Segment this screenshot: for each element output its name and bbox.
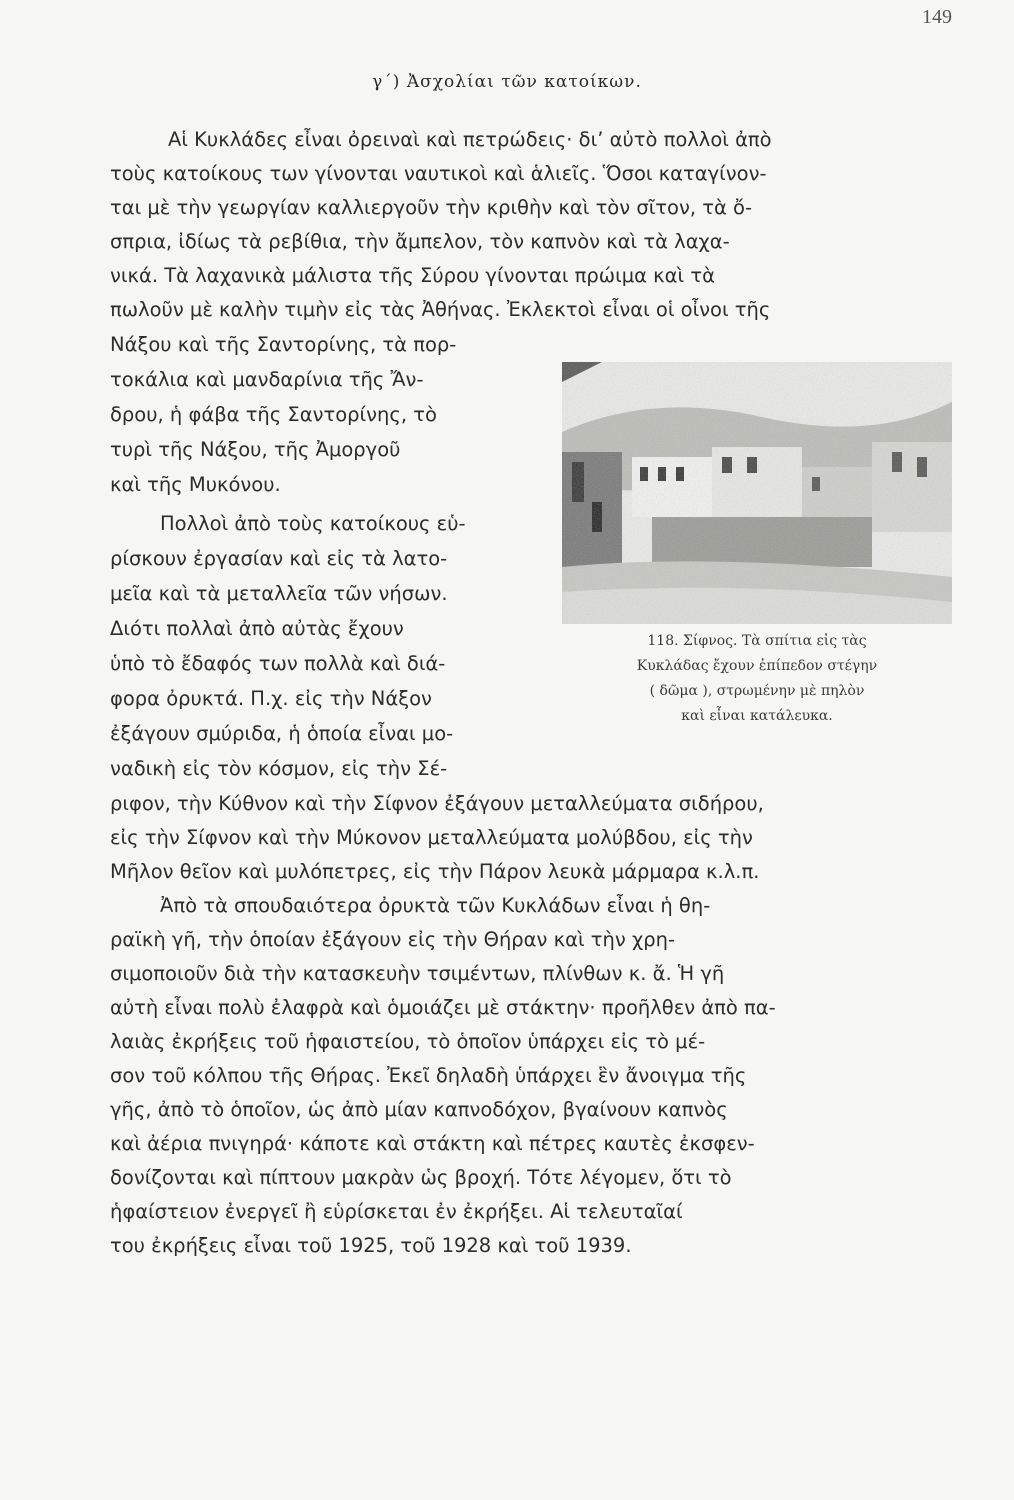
photo-caption-line: καὶ εἶναι κατάλευκα. (681, 708, 833, 724)
text-line: δονίζονται καὶ πίπτουν μακρὰν ὡς βροχή. Τότε λέγομεν, ὅτι τὸ (110, 1166, 732, 1189)
text-line: ριφον, τὴν Κύθνον καὶ τὴν Σίφνον ἐξάγουν μεταλλεύματα σιδήρου, (110, 792, 764, 815)
text-line: σιμοποιοῦν διὰ τὴν κατασκευὴν τσιμέντων, πλίνθων κ. ἄ. Ἡ γῆ (110, 962, 725, 985)
text-line: ὑπὸ τὸ ἔδαφός των πολλὰ καὶ διά- (110, 652, 446, 675)
text-line: Διότι πολλαὶ ἀπὸ αὐτὰς ἔχουν (110, 617, 404, 640)
text-line: σπρια, ἰδίως τὰ ρεβίθια, τὴν ἄμπελον, τὸν καπνὸν καὶ τὰ λαχα- (110, 230, 730, 253)
text-line: λαιὰς ἐκρήξεις τοῦ ἡφαιστείου, τὸ ὁποῖον ὑπάρχει εἰς τὸ μέ- (110, 1030, 706, 1053)
text-line: Πολλοὶ ἀπὸ τοὺς κατοίκους εὑ- (160, 512, 466, 535)
text-line: καὶ ἀέρια πνιγηρά· κάποτε καὶ στάκτη καὶ πέτρες καυτὲς ἐκσφεν- (110, 1132, 755, 1155)
text-line: μεῖα καὶ τὰ μεταλλεῖα τῶν νήσων. (110, 582, 448, 605)
text-line: τοὺς κατοίκους των γίνονται ναυτικοὶ καὶ ἁλιεῖς. Ὅσοι καταγίνον- (110, 162, 767, 185)
text-line: Αἱ Κυκλάδες εἶναι ὀρειναὶ καὶ πετρώδεις· δι’ αὐτὸ πολλοὶ ἀπὸ (168, 128, 772, 151)
text-line: εἰς τὴν Σίφνον καὶ τὴν Μύκονον μεταλλεύματα μολύβδου, εἰς τὴν (110, 826, 753, 849)
text-line: ἐξάγουν σμύριδα, ἡ ὁποία εἶναι μο- (110, 722, 454, 745)
text-line: ρίσκουν ἐργασίαν καὶ εἰς τὰ λατο- (110, 547, 448, 570)
text-line: αὐτὴ εἶναι πολὺ ἐλαφρὰ καὶ ὁμοιάζει μὲ στάκτην· προῆλθεν ἀπὸ πα- (110, 996, 776, 1019)
text-line: ἡφαίστειον ἐνεργεῖ ἢ εὑρίσκεται ἐν ἐκρήξει. Αἱ τελευταῖαί (110, 1200, 683, 1223)
text-line: πωλοῦν μὲ καλὴν τιμὴν εἰς τὰς Ἀθήνας. Ἐκλεκτοὶ εἶναι οἱ οἶνοι τῆς (110, 298, 771, 321)
text-line: τοκάλια καὶ μανδαρίνια τῆς Ἄν- (110, 368, 424, 391)
text-line: φορα ὀρυκτά. Π.χ. εἰς τὴν Νάξον (110, 687, 432, 710)
section-heading: γ΄) Ἀσχολίαι τῶν κατοίκων. (372, 72, 642, 92)
text-line: Ἀπὸ τὰ σπουδαιότερα ὀρυκτὰ τῶν Κυκλάδων εἶναι ἡ θη- (160, 894, 711, 917)
text-line: του ἐκρήξεις εἶναι τοῦ 1925, τοῦ 1928 καὶ τοῦ 1939. (110, 1234, 632, 1257)
text-line: γῆς, ἀπὸ τὸ ὁποῖον, ὡς ἀπὸ μίαν καπνοδόχον, βγαίνουν καπνὸς (110, 1098, 728, 1121)
text-line: ραϊκὴ γῆ, τὴν ὁποίαν ἐξάγουν εἰς τὴν Θήραν καὶ τὴν χρη- (110, 928, 675, 951)
text-line: δρου, ἡ φάβα τῆς Σαντορίνης, τὸ (110, 403, 437, 426)
text-line: Μῆλον θεῖον καὶ μυλόπετρες, εἰς τὴν Πάρον λευκὰ μάρμαρα κ.λ.π. (110, 860, 760, 883)
text-line: σον τοῦ κόλπου τῆς Θήρας. Ἐκεῖ δηλαδὴ ὑπάρχει ἓν ἄνοιγμα τῆς (110, 1064, 747, 1087)
page-number: 149 (922, 6, 952, 28)
text-line: ναδικὴ εἰς τὸν κόσμον, εἰς τὴν Σέ- (110, 757, 448, 780)
photo-caption-line: ( δῶμα ), στρωμένην μὲ πηλὸν (649, 683, 865, 699)
text-line: ται μὲ τὴν γεωργίαν καλλιεργοῦν τὴν κριθὴν καὶ τὸν σῖτον, τὰ ὄ- (110, 196, 753, 219)
photo-caption-line: Κυκλάδας ἔχουν ἐπίπεδον στέγην (636, 658, 878, 674)
text-line: καὶ τῆς Μυκόνου. (110, 473, 281, 496)
text-line: νικά. Τὰ λαχανικὰ μάλιστα τῆς Σύρου γίνονται πρώιμα καὶ τὰ (110, 264, 715, 287)
text-line: Νάξου καὶ τῆς Σαντορίνης, τὰ πορ- (110, 333, 457, 356)
text-line: τυρὶ τῆς Νάξου, τῆς Ἀμοργοῦ (110, 438, 401, 461)
photo-caption-line: 118. Σίφνος. Τὰ σπίτια εἰς τὰς (647, 633, 867, 649)
sifnos-houses-photo (562, 362, 952, 624)
